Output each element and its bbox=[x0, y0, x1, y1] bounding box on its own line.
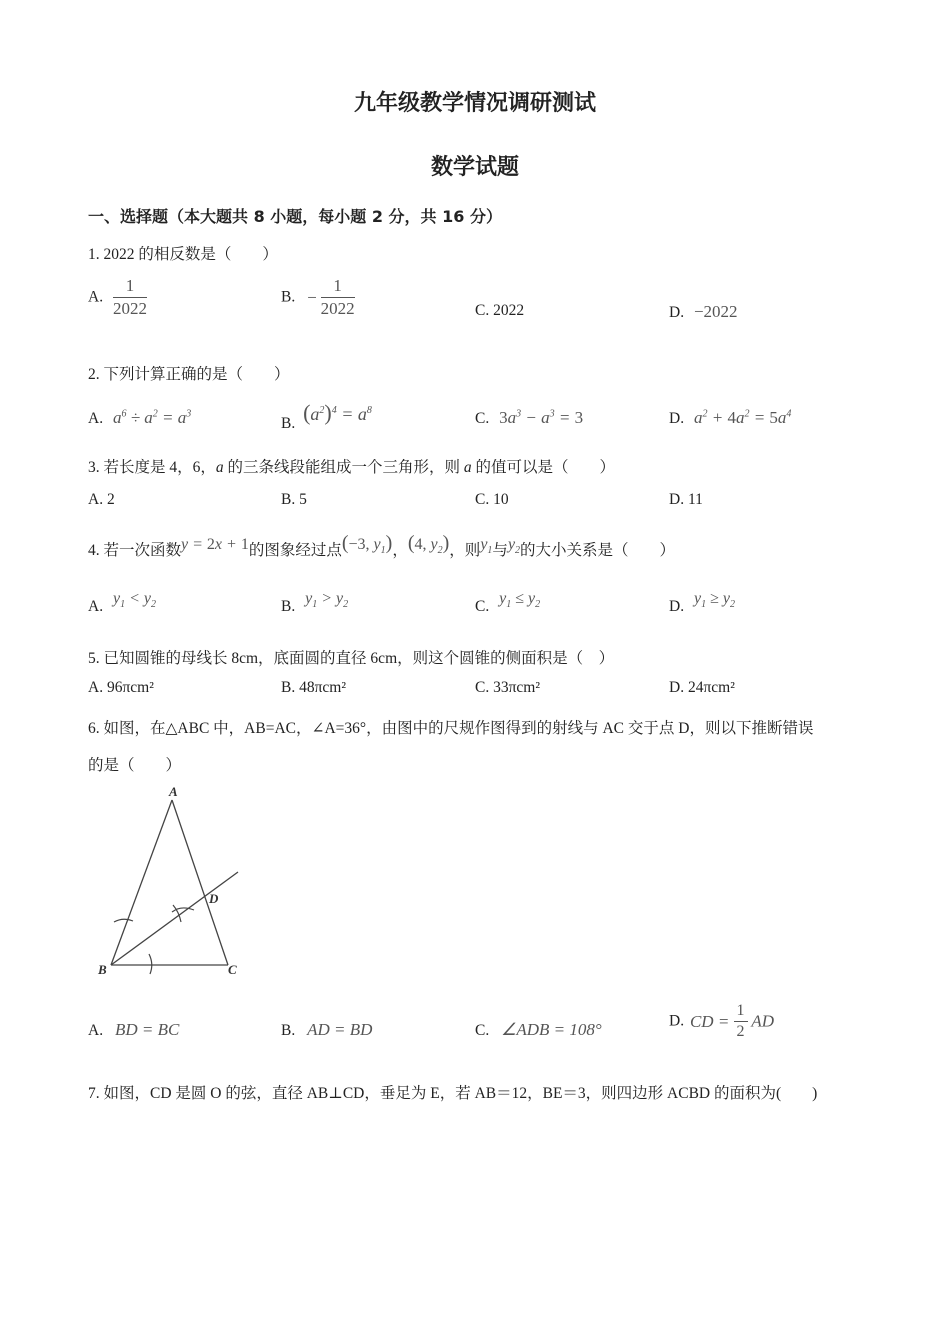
q2-option-a: A. $a^6 \div a^2 = a^3$ bbox=[88, 408, 192, 427]
triangle-construction-figure bbox=[95, 782, 255, 982]
q4-option-b: B. $y_1 > y_2$ bbox=[281, 590, 349, 615]
q1-option-d: D. −2022 bbox=[669, 302, 738, 321]
arc-mark-bc bbox=[149, 954, 152, 974]
q5-option-d: D. 24πcm² bbox=[669, 679, 735, 696]
question-6-stem-line2: 的是（ ） bbox=[88, 757, 182, 774]
q1-option-a: A. $\frac{1}{2022}$ bbox=[88, 276, 147, 318]
point-label-d: D bbox=[209, 891, 219, 906]
q4-option-d: D. $y_1 \ge y_2$ bbox=[669, 590, 735, 615]
vertex-label-b: B bbox=[98, 962, 107, 977]
q1-option-b: B. − $\frac{1}{2022}$ bbox=[281, 276, 355, 318]
question-2-stem: 2. 下列计算正确的是（ ） bbox=[88, 366, 290, 383]
question-6-stem-line1: 6. 如图，在△ABC 中，AB=AC，∠A=36°，由图中的尺规作图得到的射线与 AC 交于点 D，则以下推断错误 bbox=[88, 720, 814, 737]
q5-option-b: B. 48πcm² bbox=[281, 679, 346, 696]
question-4-stem: 4. 若一次函数y = 2x + 1的图象经过点(−3, $y_1$)，(4, $y_2$)，则$y_1$与$y_2$的大小关系是（ ） bbox=[88, 532, 676, 559]
q6-option-a: A. BD = BC bbox=[88, 1020, 180, 1039]
arc-mark-ab bbox=[114, 919, 133, 922]
page-title: 九年级教学情况调研测试 bbox=[353, 91, 596, 116]
question-1-stem: 1. 2022 的相反数是（ ） bbox=[88, 246, 278, 263]
question-7-stem: 7. 如图，CD 是圆 O 的弦，直径 AB⊥CD，垂足为 E，若 AB＝12，BE＝3，则四边形 ACBD 的面积为( ) bbox=[88, 1085, 818, 1102]
q6-option-b: B. AD = BD bbox=[281, 1020, 373, 1039]
q5-option-c: C. 33πcm² bbox=[475, 679, 540, 696]
q2-option-c: C. $3a^3 - a^3 = 3$ bbox=[475, 408, 584, 427]
section-heading: 一、选择题（本大题共 8 小题，每小题 2 分，共 16 分） bbox=[88, 207, 502, 226]
question-5-stem: 5. 已知圆锥的母线长 8cm，底面圆的直径 6cm，则这个圆锥的侧面积是（ ） bbox=[88, 650, 615, 667]
bisector-ray bbox=[111, 872, 238, 965]
vertex-label-a: A bbox=[169, 784, 178, 799]
q4-option-c: C. $y_1 \le y_2$ bbox=[475, 590, 541, 615]
q2-option-d: D. $a^2 + 4a^2 = 5a^4$ bbox=[669, 408, 792, 427]
q3-option-c: C. 10 bbox=[475, 491, 509, 508]
q4-option-a: A. $y_1 < y_2$ bbox=[88, 590, 156, 615]
q1-option-c: C. 2022 bbox=[475, 302, 525, 319]
question-3-stem: 3. 若长度是 4，6，a 的三条线段能组成一个三角形，则 a 的值可以是（ ） bbox=[88, 459, 616, 476]
side-ac bbox=[172, 800, 228, 965]
q5-option-a: A. 96πcm² bbox=[88, 679, 154, 696]
q3-option-a: A. 2 bbox=[88, 491, 115, 508]
vertex-label-c: C bbox=[228, 962, 237, 977]
q2-option-b: B. $(a^2)^4 = a^8$ bbox=[281, 400, 372, 432]
q6-option-d: D. CD = $\frac{1}{2}$ AD bbox=[669, 1002, 775, 1040]
q3-option-b: B. 5 bbox=[281, 491, 307, 508]
q3-option-d: D. 11 bbox=[669, 491, 703, 508]
side-ab bbox=[111, 800, 172, 965]
q6-option-c: C. ∠ADB = 108° bbox=[475, 1020, 602, 1039]
page-subtitle: 数学试题 bbox=[430, 155, 519, 180]
